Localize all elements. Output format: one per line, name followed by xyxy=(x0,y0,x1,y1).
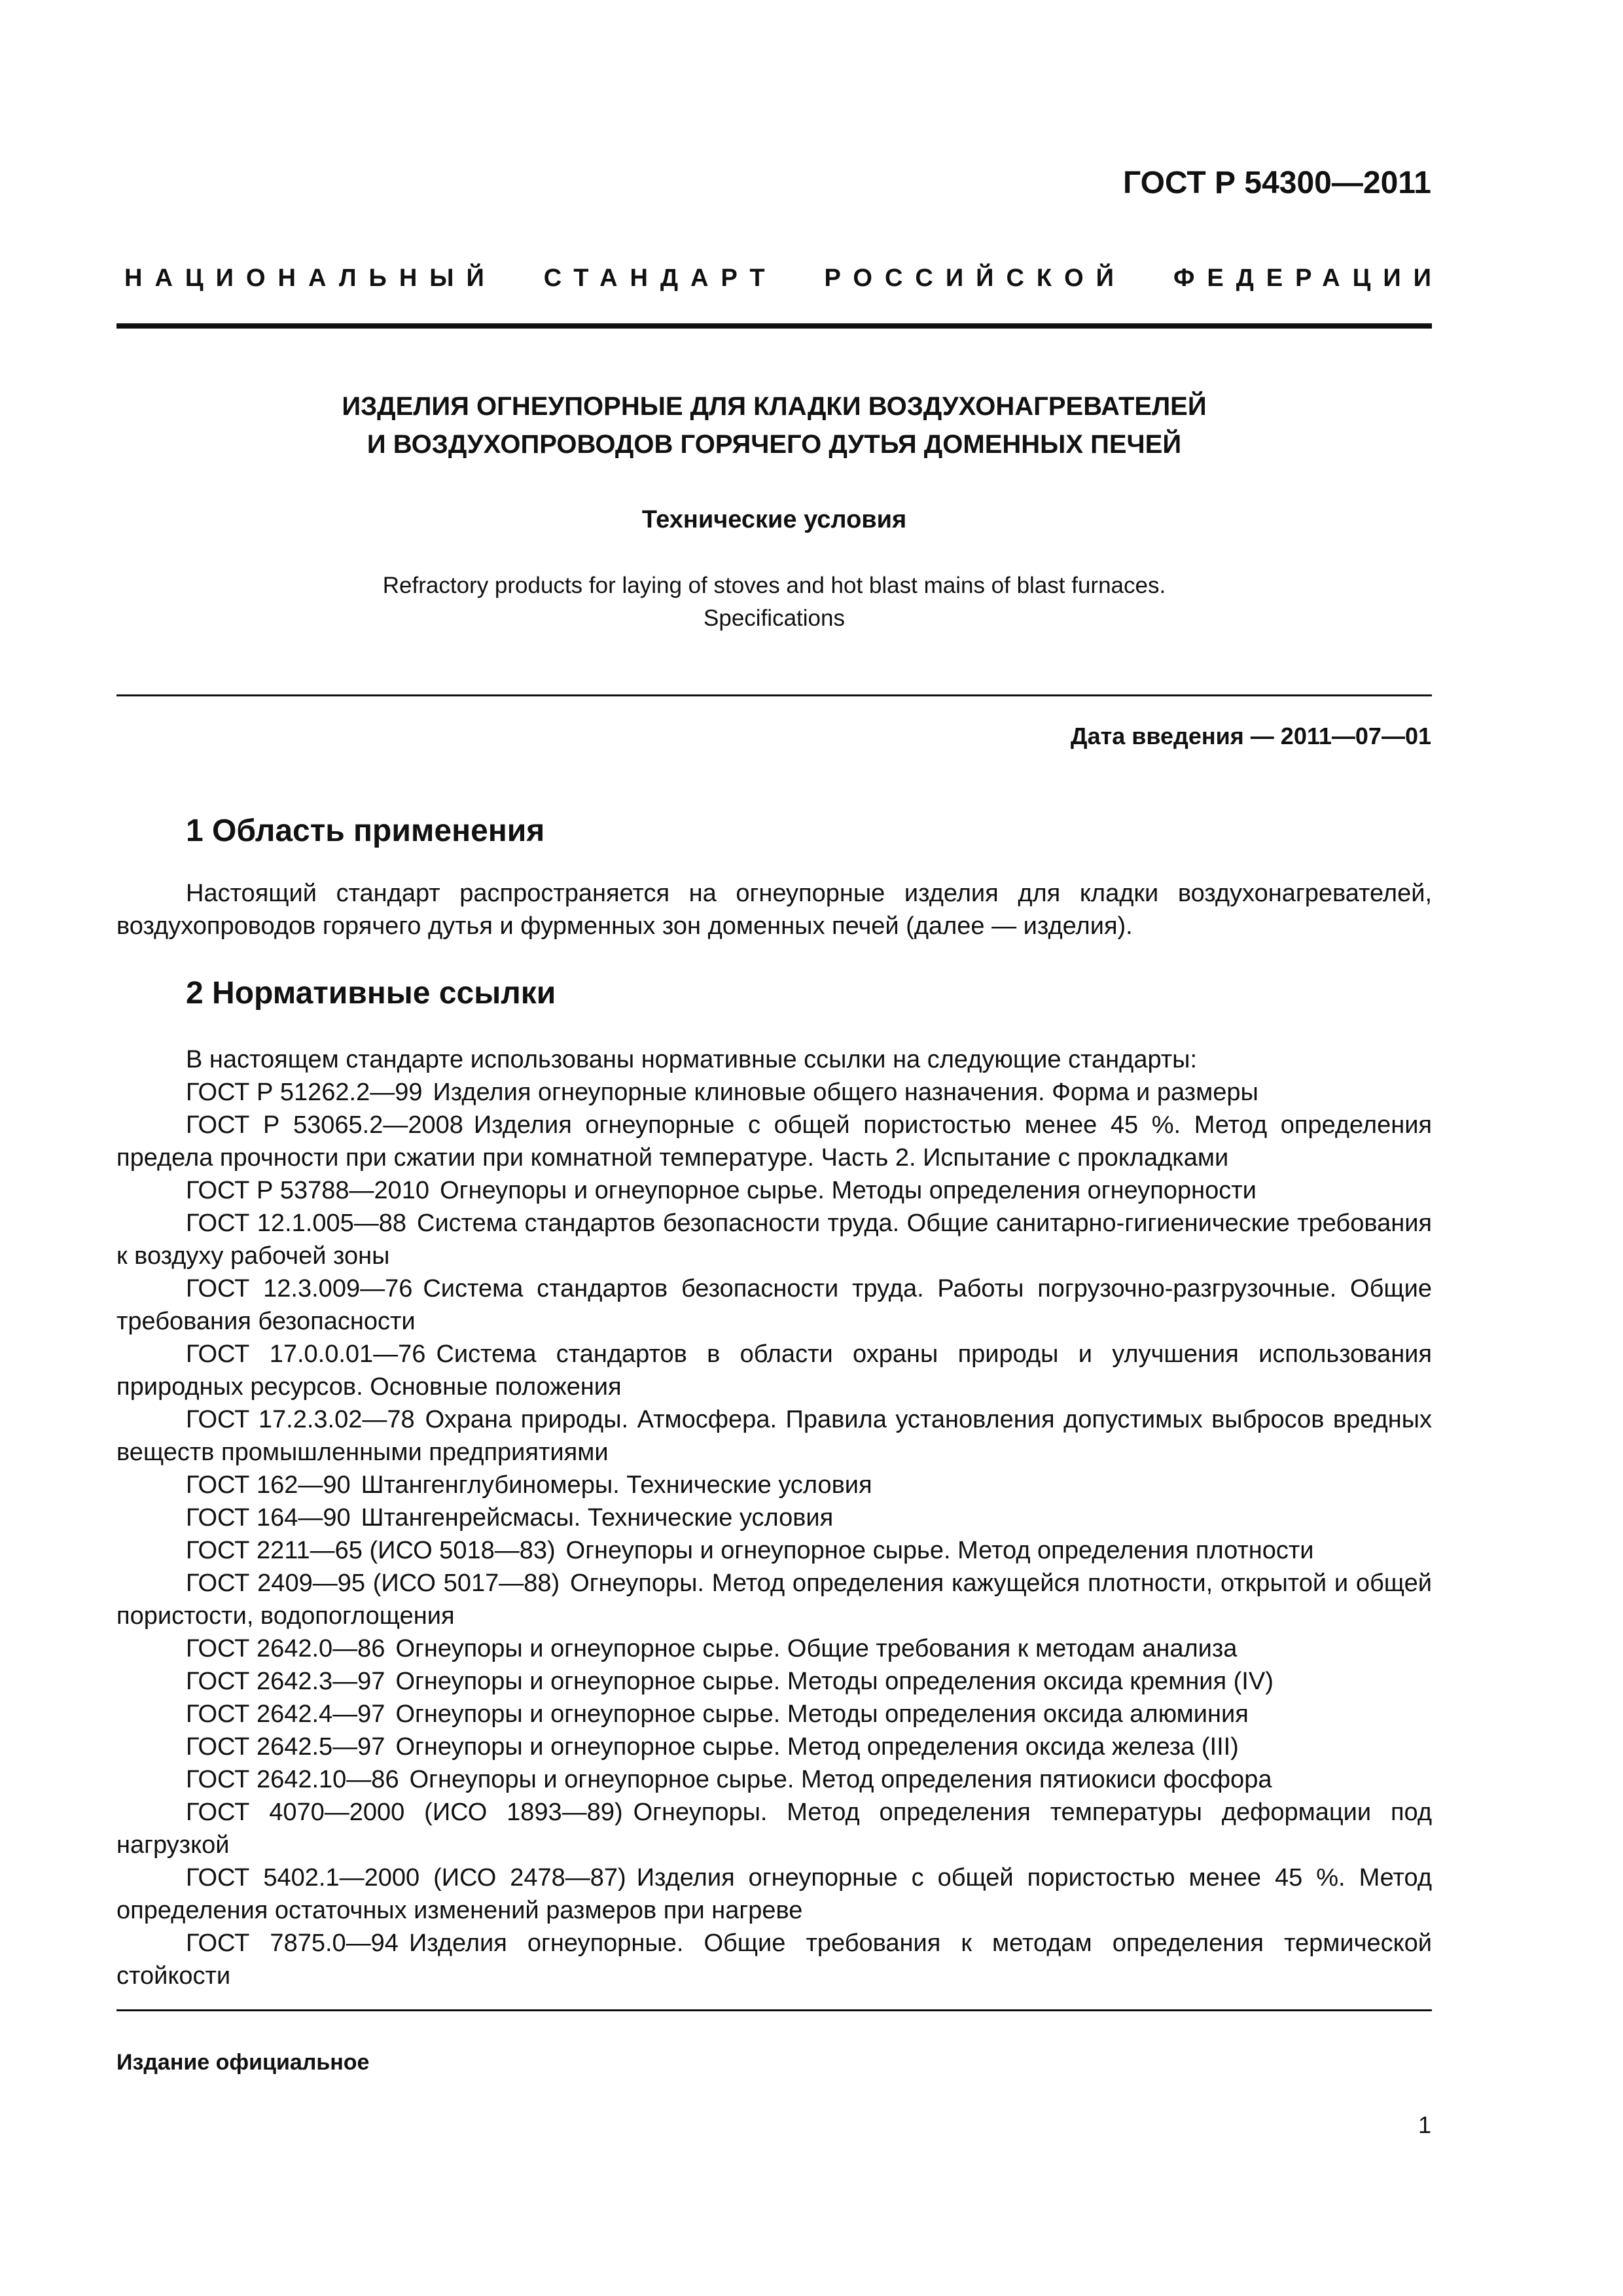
reference-title: Охрана природы. Атмосфера. Правила установления допустимых выбросов вредных веществ промышленными предприятиями xyxy=(116,1406,1432,1466)
banner-word: ФЕДЕРАЦИИ xyxy=(1173,264,1444,292)
section-1-paragraph: Настоящий стандарт распространяется на огнеупорные изделия для кладки воздухонагревателей, воздухопроводов горячего дутья и фурменных зон доменных печей (далее — изделия). xyxy=(116,880,1432,940)
section-1-heading: 1 Область применения xyxy=(186,814,545,848)
reference-title: Огнеупоры и огнеупорное сырье. Метод определения оксида железа (III) xyxy=(395,1733,1239,1761)
reference-code: ГОСТ 4070—2000 (ИСО 1893—89) xyxy=(186,1799,623,1826)
reference-title: Изделия огнеупорные с общей пористостью менее 45 %. Метод определения остаточных изменений размеров при нагреве xyxy=(116,1864,1433,1924)
reference-code: ГОСТ 12.1.005—88 xyxy=(186,1210,406,1237)
reference-code: ГОСТ 2642.10—86 xyxy=(186,1766,399,1793)
banner-word: НАЦИОНАЛЬНЫЙ xyxy=(124,264,497,292)
reference-title: Огнеупоры и огнеупорное сырье. Метод определения пятиокиси фосфора xyxy=(409,1766,1272,1793)
reference-item xyxy=(116,1272,1432,1338)
edition-label: Издание официальное xyxy=(116,2050,370,2075)
title-divider xyxy=(116,694,1432,696)
reference-title: Система стандартов в области охраны природы и улучшения использования природных ресурсов. Основные положения xyxy=(116,1340,1432,1401)
reference-item xyxy=(116,1207,1432,1272)
reference-title: Штангенрейсмасы. Технические условия xyxy=(361,1504,834,1532)
reference-item xyxy=(116,1338,1432,1403)
title-line: И ВОЗДУХОПРОВОДОВ ГОРЯЧЕГО ДУТЬЯ ДОМЕННЫХ ПЕЧЕЙ xyxy=(366,430,1182,459)
section-2-intro: В настоящем стандарте использованы нормативные ссылки на следующие стандарты: xyxy=(186,1046,1198,1073)
reference-code: ГОСТ 2642.3—97 xyxy=(186,1668,385,1695)
reference-item xyxy=(116,1698,1432,1731)
reference-code: ГОСТ 12.3.009—76 xyxy=(186,1275,413,1302)
section-2-heading: 2 Нормативные ссылки xyxy=(186,976,556,1011)
page-number: 1 xyxy=(1418,2111,1431,2138)
reference-title: Изделия огнеупорные. Общие требования к методам определения термической стойкости xyxy=(116,1929,1432,1990)
reference-title: Огнеупоры и огнеупорное сырье. Методы определения огнеупорности xyxy=(440,1177,1257,1204)
reference-item xyxy=(116,1861,1432,1927)
reference-item xyxy=(116,1534,1432,1567)
section-2-body xyxy=(116,1043,1432,1992)
footer-divider xyxy=(116,2009,1432,2011)
reference-item xyxy=(116,1403,1432,1469)
reference-code: ГОСТ 2211—65 (ИСО 5018—83) xyxy=(186,1537,556,1564)
reference-code: ГОСТ 7875.0—94 xyxy=(186,1929,399,1957)
reference-code: ГОСТ 2642.0—86 xyxy=(186,1635,385,1662)
reference-title: Система стандартов безопасности труда. Работы погрузочно-разгрузочные. Общие требования безопасности xyxy=(116,1275,1432,1335)
reference-code: ГОСТ 17.0.0.01—76 xyxy=(186,1340,426,1368)
reference-item xyxy=(116,1501,1432,1534)
reference-title: Огнеупоры. Метод определения температуры деформации под нагрузкой xyxy=(116,1799,1432,1859)
reference-code: ГОСТ Р 53065.2—2008 xyxy=(186,1111,463,1139)
reference-code: ГОСТ Р 51262.2—99 xyxy=(186,1079,423,1106)
reference-code: ГОСТ Р 53788—2010 xyxy=(186,1177,430,1204)
reference-item xyxy=(116,1796,1432,1861)
reference-title: Огнеупоры и огнеупорное сырье. Методы определения оксида кремния (IV) xyxy=(395,1668,1274,1695)
reference-item xyxy=(116,1469,1432,1501)
title-line: ИЗДЕЛИЯ ОГНЕУПОРНЫЕ ДЛЯ КЛАДКИ ВОЗДУХОНАГРЕВАТЕЛЕЙ xyxy=(342,392,1207,421)
reference-item xyxy=(116,1731,1432,1763)
reference-title: Штангенглубиномеры. Технические условия xyxy=(361,1471,872,1499)
reference-title: Огнеупоры и огнеупорное сырье. Метод определения плотности xyxy=(565,1537,1314,1564)
reference-item xyxy=(116,1567,1432,1632)
reference-code: ГОСТ 2642.4—97 xyxy=(186,1700,385,1728)
reference-item xyxy=(116,1076,1432,1109)
reference-code: ГОСТ 2409—95 (ИСО 5017—88) xyxy=(186,1570,560,1597)
reference-item xyxy=(116,1927,1432,1992)
english-title xyxy=(116,569,1432,635)
english-title-line: Refractory products for laying of stoves and hot blast mains of blast furnaces. xyxy=(382,573,1166,598)
reference-title: Огнеупоры и огнеупорное сырье. Методы определения оксида алюминия xyxy=(395,1700,1249,1728)
reference-item xyxy=(116,1632,1432,1665)
reference-code: ГОСТ 164—90 xyxy=(186,1504,351,1532)
document-code: ГОСТ Р 54300—2011 xyxy=(1123,166,1431,200)
reference-item xyxy=(116,1665,1432,1698)
section-1-body xyxy=(116,877,1432,942)
header-divider xyxy=(116,323,1432,329)
reference-title: Система стандартов безопасности труда. Общие санитарно-гигиенические требования к воздуху рабочей зоны xyxy=(116,1210,1433,1270)
banner-word: СТАНДАРТ xyxy=(543,264,777,292)
banner-word: РОССИЙСКОЙ xyxy=(824,264,1126,292)
reference-code: ГОСТ 17.2.3.02—78 xyxy=(186,1406,415,1433)
reference-code: ГОСТ 2642.5—97 xyxy=(186,1733,385,1761)
subtitle: Технические условия xyxy=(641,506,907,533)
reference-code: ГОСТ 5402.1—2000 (ИСО 2478—87) xyxy=(186,1864,626,1892)
reference-item xyxy=(116,1174,1432,1207)
title-block xyxy=(116,387,1432,635)
english-title-line: Specifications xyxy=(704,605,845,631)
reference-item xyxy=(116,1109,1432,1174)
reference-title: Огнеупоры. Метод определения кажущейся плотности, открытой и общей пористости, водопоглощения xyxy=(116,1570,1432,1630)
reference-title: Огнеупоры и огнеупорное сырье. Общие требования к методам анализа xyxy=(395,1635,1238,1662)
introduction-date: Дата введения — 2011—07—01 xyxy=(1070,723,1431,749)
reference-code: ГОСТ 162—90 xyxy=(186,1471,351,1499)
reference-item xyxy=(116,1763,1432,1796)
national-standard-banner xyxy=(124,264,1444,293)
reference-title: Изделия огнеупорные с общей пористостью менее 45 %. Метод определения предела прочности при сжатии при комнатной температуре. Часть 2. Испытание с прокладками xyxy=(116,1111,1433,1172)
reference-title: Изделия огнеупорные клиновые общего назначения. Форма и размеры xyxy=(433,1079,1258,1106)
